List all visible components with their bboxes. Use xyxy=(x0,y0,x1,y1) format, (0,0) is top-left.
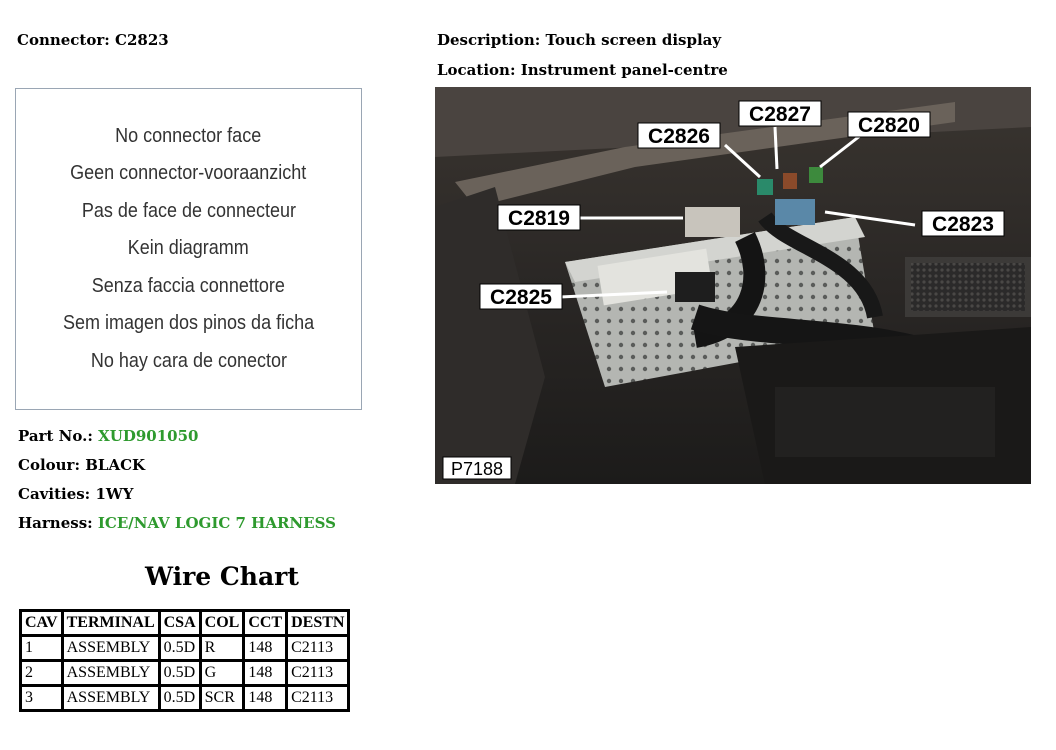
no-connector-face-panel xyxy=(15,88,362,410)
table-cell: ASSEMBLY xyxy=(62,661,159,686)
table-cell: G xyxy=(200,661,244,686)
harness-label: Harness: xyxy=(18,514,93,532)
cavities-row xyxy=(18,485,133,503)
table-cell: 0.5D xyxy=(159,686,200,711)
colour-row xyxy=(18,456,145,474)
table-cell: R xyxy=(200,636,244,661)
table-cell: 0.5D xyxy=(159,661,200,686)
no-face-line: No hay cara de conector xyxy=(90,349,287,372)
column-header: CCT xyxy=(244,611,287,636)
connector-label: Connector: xyxy=(17,31,110,49)
column-header: TERMINAL xyxy=(62,611,159,636)
no-face-line: Senza faccia connettore xyxy=(91,274,286,297)
colour-value: BLACK xyxy=(85,456,146,474)
table-row xyxy=(21,686,349,711)
table-cell: 2 xyxy=(21,661,63,686)
part-no-row xyxy=(18,427,198,445)
wire-chart-table xyxy=(19,609,350,712)
table-cell: 3 xyxy=(21,686,63,711)
location-label: Location: xyxy=(437,61,516,79)
table-cell: ASSEMBLY xyxy=(62,636,159,661)
harness-row xyxy=(18,514,336,532)
description-heading xyxy=(437,31,721,49)
callout-label: C2823 xyxy=(932,213,994,236)
table-cell: C2113 xyxy=(287,661,349,686)
column-header: COL xyxy=(200,611,244,636)
description-value: Touch screen display xyxy=(545,31,722,49)
connector-value: C2823 xyxy=(115,31,169,49)
table-row xyxy=(21,636,349,661)
description-label: Description: xyxy=(437,31,541,49)
part-no-value[interactable]: XUD901050 xyxy=(98,427,199,445)
no-face-line: Sem imagen dos pinos da ficha xyxy=(62,312,315,335)
cavities-label: Cavities: xyxy=(18,485,91,503)
wire-chart-title: Wire Chart xyxy=(145,562,299,591)
no-face-line: Pas de face de connecteur xyxy=(81,199,296,222)
figure-id: P7188 xyxy=(450,459,504,479)
table-cell: 148 xyxy=(244,686,287,711)
no-face-line: No connector face xyxy=(115,124,262,147)
harness-value[interactable]: ICE/NAV LOGIC 7 HARNESS xyxy=(97,514,336,532)
no-face-line: Geen connector-vooraanzicht xyxy=(70,162,307,185)
table-cell: C2113 xyxy=(287,686,349,711)
table-cell: 0.5D xyxy=(159,636,200,661)
location-value: Instrument panel-centre xyxy=(520,61,728,79)
cavities-value: 1WY xyxy=(95,485,134,503)
connector-heading xyxy=(17,31,169,49)
callout-label: C2819 xyxy=(508,207,570,230)
column-header: CSA xyxy=(159,611,200,636)
no-face-line: Kein diagramm xyxy=(127,237,250,260)
table-cell: 1 xyxy=(21,636,63,661)
table-cell: SCR xyxy=(200,686,244,711)
table-cell: ASSEMBLY xyxy=(62,686,159,711)
part-no-label: Part No.: xyxy=(18,427,93,445)
callout-label: C2827 xyxy=(749,103,811,126)
table-row xyxy=(21,661,349,686)
table-cell: C2113 xyxy=(287,636,349,661)
callout-label: C2825 xyxy=(490,286,552,309)
location-heading xyxy=(437,61,728,79)
table-cell: 148 xyxy=(244,661,287,686)
column-header: CAV xyxy=(21,611,63,636)
table-cell: 148 xyxy=(244,636,287,661)
colour-label: Colour: xyxy=(18,456,80,474)
callout-label: C2826 xyxy=(648,125,710,148)
connector-location-photo xyxy=(435,87,1031,484)
callout-label: C2820 xyxy=(858,114,920,137)
table-header-row xyxy=(21,611,349,636)
column-header: DESTN xyxy=(287,611,349,636)
